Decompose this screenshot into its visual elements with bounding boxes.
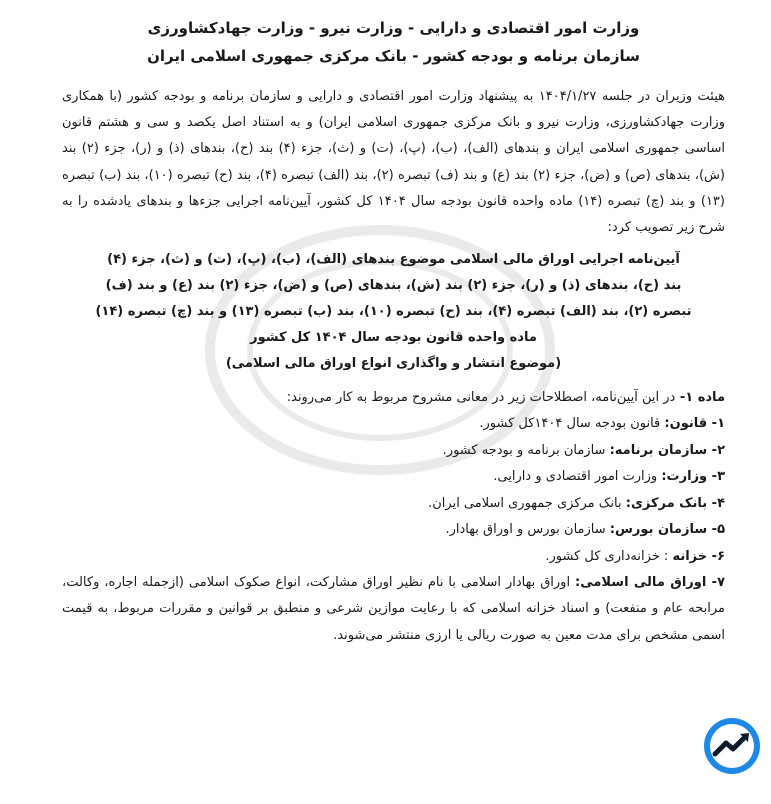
- regulation-title: [62, 247, 725, 377]
- definition-term: ۳- وزارت:: [661, 469, 725, 485]
- definition-item: [62, 464, 725, 491]
- definition-term: ۴- بانک مرکزی:: [625, 495, 725, 511]
- regulation-title-line-5: (موضوع انتشار و واگذاری انواع اوراق مالی اسلامی): [225, 356, 562, 372]
- definition-text: سازمان بورس و اوراق بهادار.: [445, 522, 610, 538]
- definition-term: ۶- خزانه: [672, 548, 725, 564]
- definition-term: ۵- سازمان بورس:: [609, 522, 725, 538]
- definition-term: ۱- قانون:: [664, 416, 725, 432]
- header-line-organizations: سازمان برنامه و بودجه کشور - بانک مرکزی جمهوری اسلامی ایران: [147, 47, 640, 65]
- header-line-ministries: وزارت امور اقتصادی و دارایی - وزارت نیرو - وزارت جهادکشاورزی: [147, 19, 640, 37]
- article-1-label: ماده ۱-: [675, 390, 725, 406]
- regulation-title-line-3: تبصره (۲)، بند (الف) تبصره (۴)، بند (ح) تبصره (۱۰)، بند (ب) تبصره (۱۳) و بند (چ) تبصره (۱۴): [95, 304, 692, 320]
- definition-item-islamic-securities: [62, 570, 725, 649]
- definition-term: ۲- سازمان برنامه:: [609, 442, 725, 458]
- article-1-text: در این آیین‌نامه، اصطلاحات زیر در معانی مشروح مربوط به کار می‌روند:: [286, 390, 676, 406]
- definition-item: [62, 517, 725, 544]
- definition-term: ۷- اوراق مالی اسلامی:: [575, 575, 726, 591]
- definition-item: [62, 438, 725, 465]
- intro-paragraph: هیئت وزیران در جلسه ۱۴۰۴/۱/۲۷ به پیشنهاد وزارت امور اقتصادی و دارایی و سازمان برنامه و بودجه کشور (با همکاری وزارت جهادکشاورزی، وزارت نیرو و بانک مرکزی جمهوری اسلامی ایران) و به استناد اصل یکصد و سی و هشتم قانون اساسی جمهوری اسلامی ایران و بندهای (الف)، (ب)، (پ)، (ت) و (ث)، جزء (۴) بند (ح)، بندهای (ذ) و (ر)، جزء (۲) بند (ش)، بندهای (ص) و (ض)، جزء (۲) بند (ع) و بند (ف) تبصره (۲)، بند (الف) تبصره (۴)، بند (ح) تبصره (۱۰)، بند (ب) تبصره (۱۳) و بند (چ) تبصره (۱۴) ماده واحده قانون بودجه سال ۱۴۰۴ کل کشور، آیین‌نامه اجرایی جزءها و بندهای یادشده را به شرح زیر تصویب کرد:: [62, 89, 725, 236]
- definition-item: [62, 411, 725, 438]
- definition-text: : خزانه‌داری کل کشور.: [545, 548, 673, 564]
- regulation-title-line-4: ماده واحده قانون بودجه سال ۱۴۰۴ کل کشور: [250, 330, 537, 346]
- document-header: [62, 14, 725, 70]
- regulation-title-line-1: آیین‌نامه اجرایی اوراق مالی اسلامی موضوع بندهای (الف)، (ب)، (پ)، (ت) و (ث)، جزء (۴): [107, 252, 680, 268]
- definition-item: [62, 491, 725, 518]
- definition-text: اوراق بهادار اسلامی با نام نظیر اوراق مشارکت، انواع صکوک اسلامی (ازجمله اجاره، وکالت، مرابحه عام و منفعت) و اسناد خزانه اسلامی که با رعایت موازین شرعی و منطبق بر قوانین و مقررات مربوط، به قیمت اسمی مشخص برای مدت معین به صورت ریالی یا ارزی منتشر می‌شوند.: [62, 575, 725, 643]
- definition-text: وزارت امور اقتصادی و دارایی.: [493, 469, 662, 485]
- document-page: [62, 14, 725, 804]
- definition-item: [62, 544, 725, 571]
- article-1-intro: [62, 385, 725, 411]
- definition-text: بانک مرکزی جمهوری اسلامی ایران.: [428, 495, 626, 511]
- regulation-title-line-2: بند (ح)، بندهای (ذ) و (ر)، جزء (۲) بند (ش)، بندهای (ص) و (ض)، جزء (۲) بند (ع) و بند (ف): [105, 278, 682, 294]
- trend-arrow-logo-icon: [702, 716, 762, 776]
- definition-text: قانون بودجه سال ۱۴۰۴کل کشور.: [479, 416, 665, 432]
- definition-text: سازمان برنامه و بودجه کشور.: [442, 442, 610, 458]
